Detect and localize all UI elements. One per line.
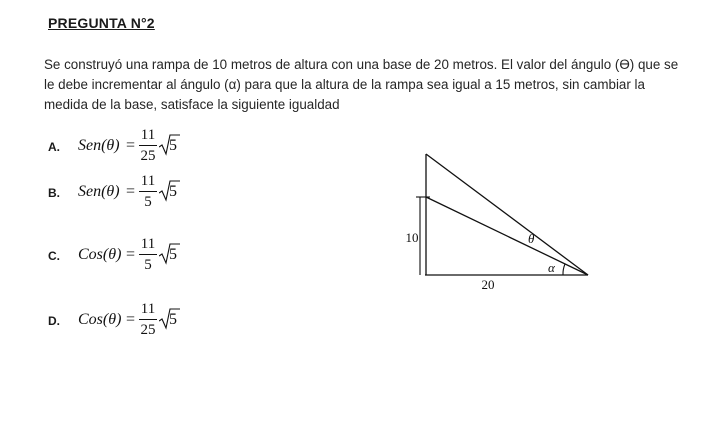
option-b-letter: B. [48,186,60,200]
option-b-equation [78,173,188,213]
option-b-function: Sen(θ) [78,183,120,200]
option-d-numerator: 11 [140,301,156,317]
option-d-equals: = [126,311,136,328]
option-c-fraction [139,236,157,274]
option-a-numerator: 11 [140,127,156,143]
theta-label: θ [528,231,535,246]
option-c-fraction-bar [139,254,157,255]
option-d-fraction [139,301,157,339]
option-a-equation [78,127,188,167]
option-d-radicand: 5 [169,311,177,328]
option-c-equation [78,236,188,276]
option-d-letter: D. [48,314,60,328]
tall-ramp-line [426,154,588,275]
ramp-diagram [400,145,600,295]
height-label: 10 [405,230,419,245]
option-d-denominator: 25 [140,322,156,338]
option-d-function: Cos(θ) [78,311,122,328]
option-d-fraction-bar [139,319,157,320]
option-b-fraction-bar [139,191,157,192]
alpha-label: α [548,260,555,275]
option-a-denominator: 25 [140,148,156,164]
option-a-letter: A. [48,140,60,154]
option-b-denominator: 5 [144,194,152,210]
option-c-numerator: 11 [140,236,156,252]
option-c-function: Cos(θ) [78,246,122,263]
question-title: PREGUNTA N°2 [48,15,155,31]
option-a-equals: = [126,137,136,154]
option-b-radicand: 5 [169,183,177,200]
option-c-radicand: 5 [169,246,177,263]
option-c-letter: C. [48,249,60,263]
option-b-numerator: 11 [140,173,156,189]
option-a-fraction-bar [139,145,157,146]
option-b-equals: = [126,183,136,200]
option-c-denominator: 5 [144,257,152,273]
option-a-fraction [139,127,157,165]
question-statement: Se construyó una rampa de 10 metros de altura con una base de 20 metros. El valor del ángulo (ϴ) que se le debe incrementar al ángulo (α) para que la altura de la rampa sea igual a 15 metros, sin cambiar la medida de la base, satisface la siguiente igualdad [44,57,679,112]
option-c-equals: = [126,246,136,263]
option-a-radicand: 5 [169,137,177,154]
base-label: 20 [481,277,495,292]
option-a-function: Sen(θ) [78,137,120,154]
alpha-arc [563,264,565,275]
option-b-fraction [139,173,157,211]
option-d-equation [78,301,188,341]
short-ramp-line [426,197,588,275]
